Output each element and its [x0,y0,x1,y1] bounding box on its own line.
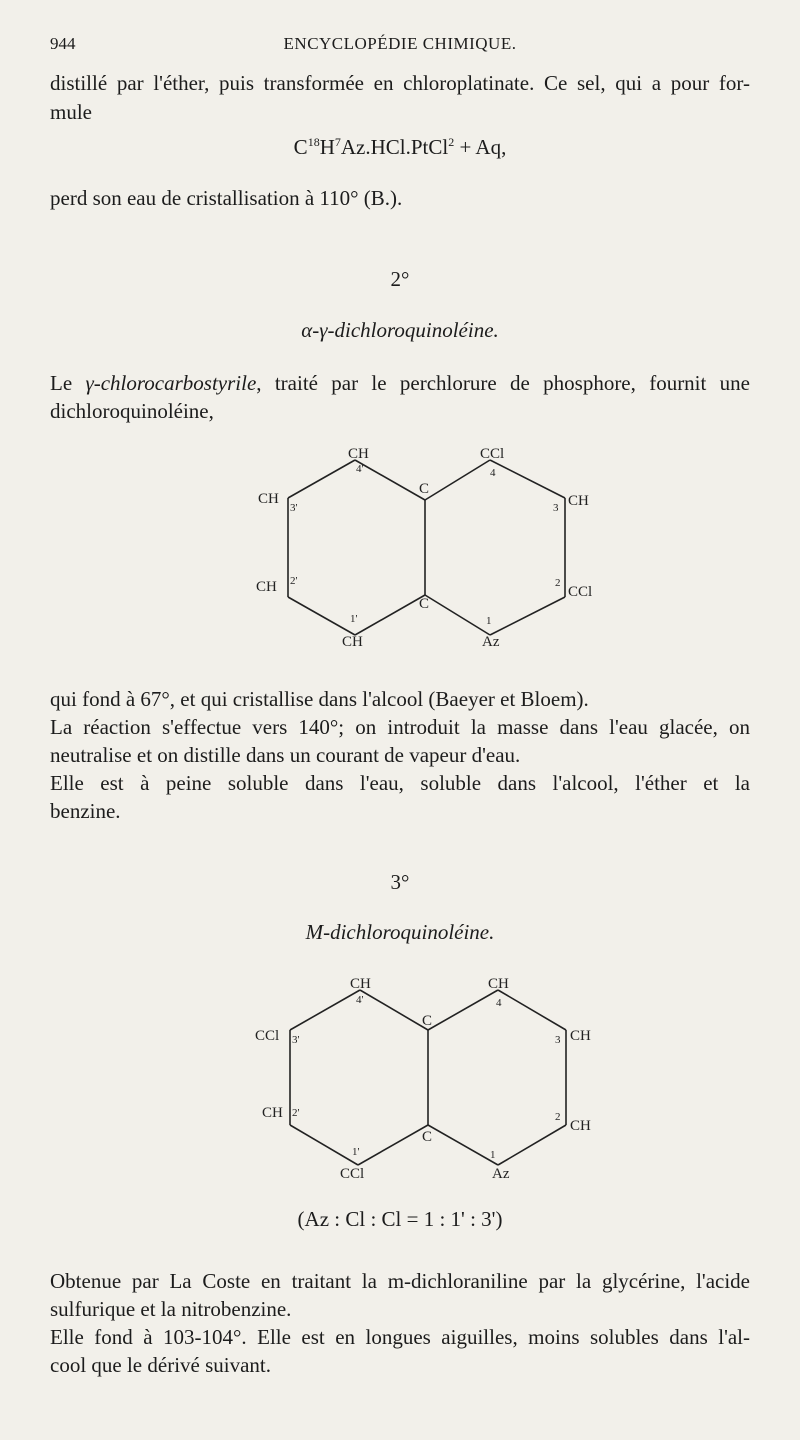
position-label: 1 [490,1149,496,1161]
text-line: distillé par l'éther, puis transformée en chloroplatinate. Ce sel, qui a pour for- [50,71,750,95]
position-label: 3' [292,1034,300,1046]
position-label: 1' [352,1146,360,1158]
atom-label: CCl [568,584,593,600]
position-label: 4 [496,997,502,1009]
atom-label: Az [492,1166,510,1182]
atom-label: C [419,596,430,612]
atom-label: CH [570,1118,591,1134]
section-title: α-γ-dichloroquinoléine. [301,318,499,342]
position-label: 1 [486,615,492,627]
atom-label: CH [350,976,371,992]
atom-label: CH [256,579,277,595]
section-number: 3° [390,870,410,894]
position-label: 3 [555,1034,561,1046]
atom-label: C [422,1129,433,1145]
page-number: 944 [50,34,76,53]
structure-m-dichloroquinoline [0,970,800,1200]
position-label: 3 [553,502,559,514]
atom-label: CH [348,446,369,462]
running-title: ENCYCLOPÉDIE CHIMIQUE. [283,34,517,53]
page-header [50,34,750,58]
structure-alpha-gamma-dichloroquinoline [0,430,800,660]
text-line: Le γ-chlorocarbostyrile, traité par le perchlorure de phosphore, fournit une [50,371,750,395]
position-label: 4' [356,463,364,475]
atom-label: CH [342,634,363,650]
atom-label: CH [568,493,589,509]
text-line: dichloroquinoléine, [50,399,214,423]
compound-name: γ-chlorocarbostyrile [85,371,257,395]
position-label: 2' [290,575,298,587]
text-line: sulfurique et la nitrobenzine. [50,1297,292,1321]
atom-label: CCl [340,1166,365,1182]
position-label: 2 [555,577,561,589]
position-ratio: (Az : Cl : Cl = 1 : 1' : 3') [297,1207,503,1231]
atom-label: CCl [255,1028,280,1044]
section-title: M-dichloroquinoléine. [305,920,495,944]
chemical-formula: $C^{18}H^7Az.HCl.PtCl^2 + Aq$, [293,135,507,159]
atom-label: CH [570,1028,591,1044]
atom-label: C [422,1013,433,1029]
atom-label: CH [258,491,279,507]
position-label: 4' [356,994,364,1006]
text-line: Obtenue par La Coste en traitant la m-dichloraniline par la glycérine, l'acide [50,1269,750,1293]
position-label: 4 [490,467,496,479]
atom-label: CH [488,976,509,992]
text-line: La réaction s'effectue vers 140°; on introduit la masse dans l'eau glacée, on [50,715,750,739]
position-label: 3' [290,502,298,514]
section-number: 2° [390,267,410,291]
atom-label: C [419,481,430,497]
atom-label: CH [262,1105,283,1121]
position-label: 2 [555,1111,561,1123]
text-line: qui fond à 67°, et qui cristallise dans l'alcool (Baeyer et Bloem). [50,687,589,711]
text-line: perd son eau de cristallisation à 110° (B.). [50,186,403,210]
text-line: cool que le dérivé suivant. [50,1353,272,1377]
text-line: benzine. [50,799,121,823]
text-line: Elle fond à 103-104°. Elle est en longues aiguilles, moins solubles dans l'al- [50,1325,750,1349]
atom-label: CCl [480,446,505,462]
position-label: 1' [350,613,358,625]
position-label: 2' [292,1107,300,1119]
text-line: Elle est à peine soluble dans l'eau, soluble dans l'alcool, l'éther et la [50,771,750,795]
text-line: neutralise et on distille dans un courant de vapeur d'eau. [50,743,521,767]
atom-label: Az [482,634,500,650]
text-line: mule [50,100,92,124]
